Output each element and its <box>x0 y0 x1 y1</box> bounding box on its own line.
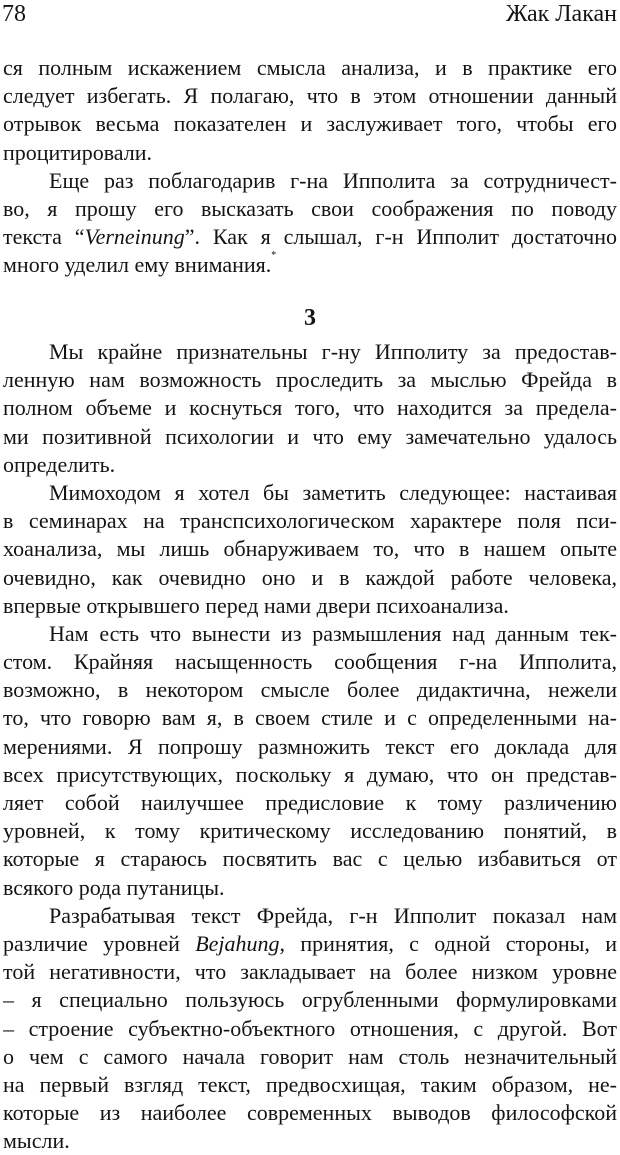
italic-term: Bejahung <box>195 930 280 956</box>
text-line: процитировали. <box>3 139 153 165</box>
text-line: Мы крайне признательны г-ну Ипполиту за предостав- <box>49 339 617 364</box>
running-head: Жак Лакан <box>506 1 617 27</box>
paragraph <box>3 902 617 1155</box>
text-line: той негативности, что закладывает на более низком уровне <box>3 959 617 985</box>
text-line: всех присутствующих, поскольку я думаю, что он представ- <box>3 761 617 787</box>
text-line: которые я стараюсь посвятить вас с целью избавиться от <box>3 846 617 872</box>
text-line: во, я прошу его высказать свои соображения по поводу <box>3 195 617 221</box>
footnote-mark[interactable]: * <box>271 251 277 262</box>
text-line: Еще раз поблагодарив г-на Ипполита за сотрудничест- <box>49 167 617 193</box>
text-line: всякого рода путаницы. <box>3 874 225 900</box>
text-line: ся полным искажением смысла анализа, и в практике его <box>3 55 617 80</box>
text-line: Нам есть что вынести из размышления над данным тек- <box>49 620 617 646</box>
text-line: мерениями. Я попрошу размножить текст его доклада для <box>3 733 617 759</box>
text-line: Мимоходом я хотел бы заметить следующее: настаивая <box>49 479 617 505</box>
text-line: то, что говорю вам я, в своем стиле и с определенными на- <box>3 705 617 731</box>
text-line: Разрабатывая текст Фрейда, г-н Ипполит показал нам <box>49 902 617 928</box>
paragraph <box>3 620 617 902</box>
text-line: полном объеме и коснуться того, что находится за предела- <box>3 395 617 421</box>
text-line: – я специально пользуюсь огрубленными формулировками <box>3 987 617 1013</box>
text-line: хоанализа, мы лишь обнаруживаем то, что в нашем опыте <box>3 536 617 562</box>
text-line: – строение субъектно-объектного отношения, с другой. Вот <box>3 1015 617 1041</box>
text-line: очевидно, как очевидно оно и в каждой работе человека, <box>3 564 617 590</box>
text-line: в семинарах на транспсихологическом характере поля пси- <box>3 508 617 534</box>
text-line: отрывок весьма показателен и заслуживает того, чтобы его <box>3 111 617 137</box>
text-line: уровней, к тому критическому исследованию понятий, в <box>3 818 617 844</box>
text-line <box>3 223 617 251</box>
text-line <box>3 251 617 279</box>
text-line: стом. Крайняя насыщенность сообщения г-на Ипполита, <box>3 649 617 675</box>
paragraph <box>3 167 617 280</box>
text-block-1 <box>3 54 617 280</box>
text-span: различие уровней <box>3 930 196 956</box>
paragraph <box>3 338 617 479</box>
text-line: мысли. <box>3 1128 70 1154</box>
text-line: которые из наиболее современных выводов философской <box>3 1100 617 1126</box>
text-line: определить. <box>3 451 116 477</box>
text-span: текста “ <box>3 224 85 250</box>
text-line: на первый взгляд текст, предвосхищая, таким образом, не- <box>3 1071 617 1097</box>
text-span: ”. Как я слышал, г-н Ипполит достаточно <box>184 224 617 250</box>
text-line: ленную нам возможность проследить за мыслью Фрейда в <box>3 367 617 393</box>
text-line: впервые открывшего перед нами двери психоанализа. <box>3 592 509 618</box>
page-number: 78 <box>2 1 26 27</box>
paragraph <box>3 479 617 620</box>
section-number: 3 <box>304 305 316 331</box>
text-block-2 <box>3 338 617 1155</box>
text-span: , принятия, с одной стороны, и <box>279 930 617 956</box>
paragraph <box>3 54 617 167</box>
text-line: ляет собой наилучшее предисловие к тому различению <box>3 790 617 815</box>
text-line: ми позитивной психологии и что ему замечательно удалось <box>3 423 617 449</box>
text-line <box>3 930 617 958</box>
text-span: много уделил ему внимания. <box>3 252 272 278</box>
italic-term: Verneinung <box>84 224 185 250</box>
text-line: следует избегать. Я полагаю, что в этом отношении данный <box>3 83 617 109</box>
text-line: возможно, в некотором смысле более дидактична, нежели <box>3 677 617 703</box>
text-line: о чем с самого начала говорит нам столь незначительный <box>3 1043 617 1069</box>
